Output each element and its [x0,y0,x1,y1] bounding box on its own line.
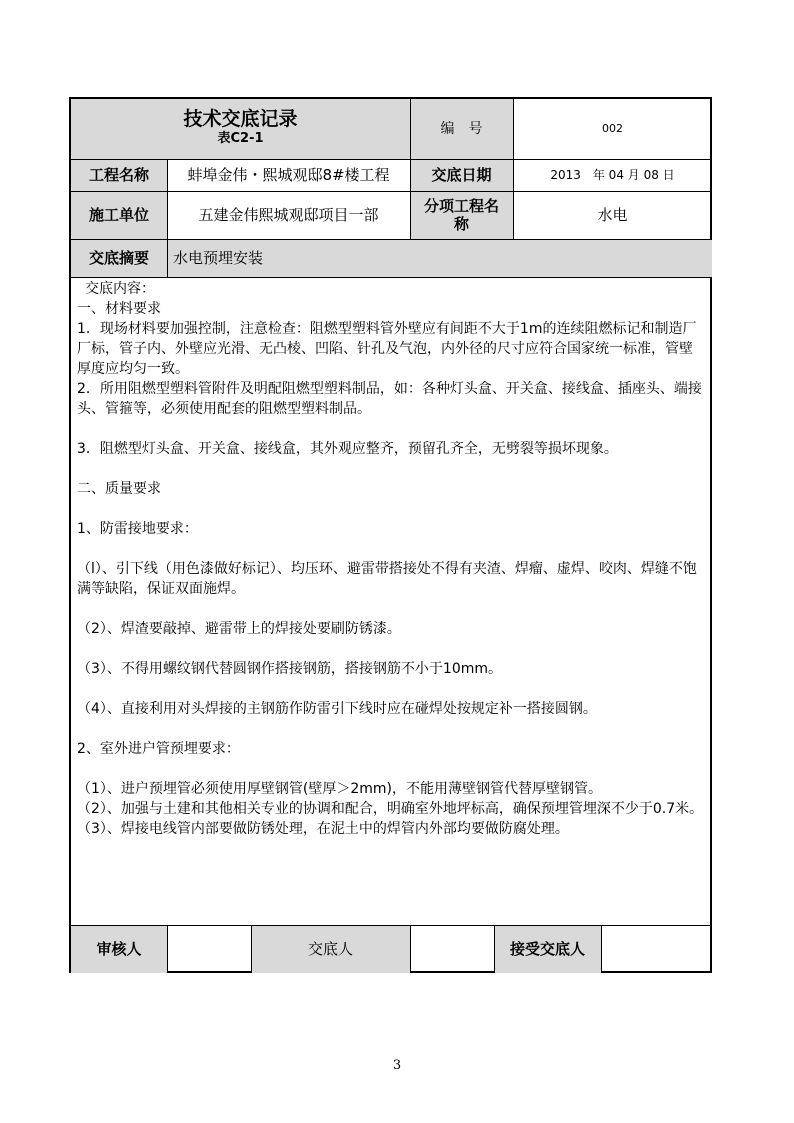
presenter-signature [410,925,494,973]
project-name-value: 蚌埠金伟・熙城观邸8#楼工程 [187,166,390,184]
section-1-paragraph-3: 3．阻燃型灯头盒、开关盒、接线盒，其外观应整齐，预留孔齐全，无劈裂等损坏现象。 [77,441,618,457]
reviewer-label: 审核人 [71,925,167,973]
subitem-value: 水电 [597,206,628,224]
technical-disclosure-form [69,97,712,973]
grid-line [494,925,495,973]
section-1-title: 一、材料要求 [77,301,161,317]
disclosure-content [77,279,705,839]
grid-line [513,99,514,239]
form-code: 表C2-1 [217,131,264,146]
lightning-item-2: （2）、焊渣要敲掉、避雷带上的焊接处要刷防锈漆。 [77,621,401,637]
reviewer-signature [167,925,251,973]
summary-label: 交底摘要 [71,239,167,277]
conduit-item-3: （3）、焊接电线管内部要做防锈处理，在泥土中的焊管内外部均要做防腐处理。 [77,821,569,837]
summary-value: 水电预埋安装 [167,239,712,277]
subitem-label: 分项工程名称 [410,191,513,239]
grid-line [410,925,411,973]
content-intro: 交底内容： [85,281,155,297]
grid-line [251,925,252,973]
lightning-item-4: （4）、直接利用对头焊接的主钢筋作防雷引下线时应在碰焊处按规定补一搭接圆钢。 [77,701,597,717]
conduit-item-2: （2）、加强与土建和其他相关专业的协调和配合，明确室外地坪标高，确保预埋管埋深不少于0.7米。 [77,801,704,817]
section-2-sub-2: 2、室外进户管预埋要求： [77,741,240,757]
page-number: 3 [392,1058,402,1073]
grid-line [71,277,712,278]
number-value: 002 [602,122,623,135]
section-2-title: 二、质量要求 [77,481,161,497]
number-label: 编 号 [410,99,513,159]
lightning-item-3: （3）、不得用螺纹钢代替圆钢作搭接钢筋，搭接钢筋不小于10mm。 [77,661,502,677]
lightning-item-1: （l）、引下线（用色漆做好标记）、均压环、避雷带搭接处不得有夹渣、焊瘤、虚焊、咬肉、焊缝不饱满等缺陷，保证双面施焊。 [77,561,697,597]
project-name-label: 工程名称 [71,159,167,191]
presenter-label: 交底人 [251,925,410,973]
disclosure-date-value: 2013 年 04 月 08 日 [550,168,675,182]
section-1-paragraph-2: 2．所用阻燃型塑料管附件及明配阻燃型塑料制品，如：各种灯头盒、开关盒、接线盒、插座头、端接头、管箍等，必须使用配套的阻燃型塑料制品。 [77,381,702,417]
section-1-paragraph-1: 1．现场材料要加强控制，注意检查：阻燃型塑料管外壁应有间距不大于1m的连续阻燃标记和制造厂厂标，管子内、外壁应光滑、无凸棱、凹陷、针孔及气泡，内外径的尺寸应符合国家统一标准，管壁厚度应均匀一致。 [77,321,697,377]
title-cell [71,99,410,159]
grid-line [601,925,602,973]
receiver-label: 接受交底人 [494,925,601,973]
form-title: 技术交底记录 [183,108,298,130]
receiver-signature [601,925,712,973]
grid-line [167,925,168,973]
section-2-sub-1: 1、防雷接地要求： [77,521,198,537]
construction-unit-label: 施工单位 [71,191,167,239]
construction-unit-value: 五建金伟熙城观邸项目一部 [198,206,379,224]
grid-line [410,99,411,239]
grid-line [167,159,168,277]
disclosure-date-label: 交底日期 [410,159,513,191]
conduit-item-1: （1）、进户预埋管必须使用厚壁钢管(壁厚＞2mm)，不能用薄壁钢管代替厚壁钢管。 [77,781,603,797]
